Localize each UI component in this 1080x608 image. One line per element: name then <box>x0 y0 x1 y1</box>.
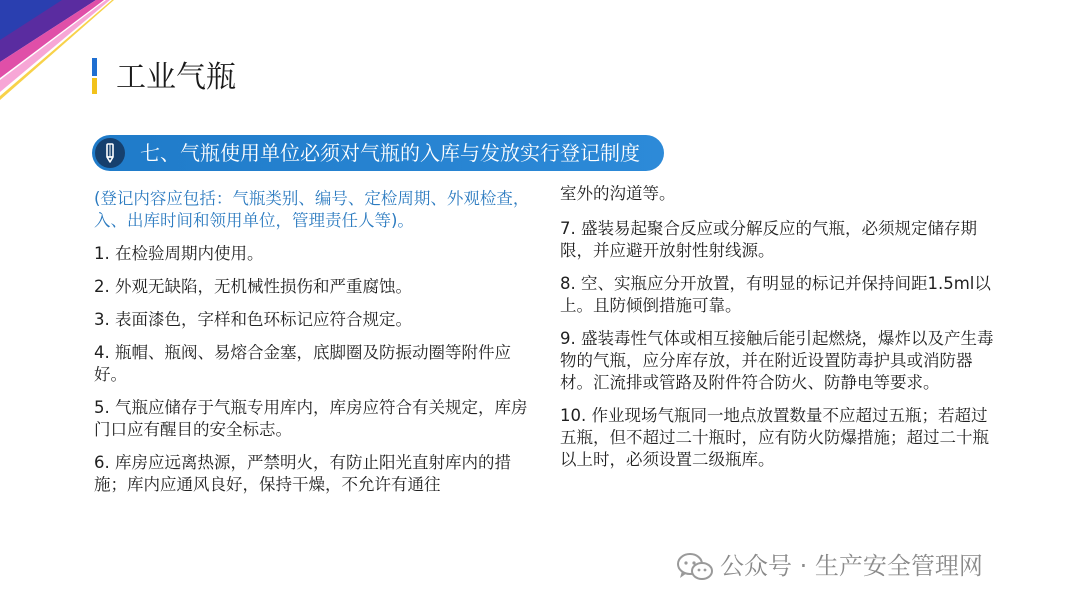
slide-title: 工业气瓶 <box>116 60 236 95</box>
list-item: 6. 库房应远离热源，严禁明火，有防止阳光直射库内的措施；库内应通风良好，保持干燥，不允许有通往 <box>94 453 511 494</box>
left-column <box>94 188 534 507</box>
section-heading: 七、气瓶使用单位必须对气瓶的入库与发放实行登记制度 <box>140 141 640 165</box>
list-item: 4. 瓶帽、瓶阀、易熔合金塞，底脚圈及防振动圈等附件应好。 <box>94 343 511 384</box>
pencil-icon <box>95 138 125 168</box>
list-item: 8. 空、实瓶应分开放置，有明显的标记并保持间距1.5ml以上。且防倾倒措施可靠。 <box>560 274 991 315</box>
right-column <box>560 183 1000 482</box>
wechat-icon <box>676 552 714 582</box>
watermark-text: 公众号 · 生产安全管理网 <box>720 552 983 580</box>
list-item: 7. 盛装易起聚合反应或分解反应的气瓶，必须规定储存期限，并应避开放射性射线源。 <box>560 219 977 260</box>
list-item: 10. 作业现场气瓶同一地点放置数量不应超过五瓶；若超过五瓶，但不超过二十瓶时，应有防火防爆措施；超过二十瓶以上时，必须设置二级瓶库。 <box>560 406 989 469</box>
list-item: 1. 在检验周期内使用。 <box>94 244 264 263</box>
corner-decoration <box>0 0 120 120</box>
list-item: 9. 盛装毒性气体或相互接触后能引起燃烧，爆炸以及产生毒物的气瓶，应分库存放，并在附近设置防毒护具或消防器材。汇流排或管路及附件符合防火、防静电等要求。 <box>560 329 994 392</box>
list-item: 3. 表面漆色，字样和色环标记应符合规定。 <box>94 310 412 329</box>
list-item: 2. 外观无缺陷，无机械性损伤和严重腐蚀。 <box>94 277 412 296</box>
list-item: 5. 气瓶应储存于气瓶专用库内，库房应符合有关规定，库房门口应有醒目的安全标志。 <box>94 398 528 439</box>
registration-note: (登记内容应包括：气瓶类别、编号、定检周期、外观检查，入、出库时间和领用单位，管理责任人等)。 <box>94 189 530 230</box>
section-banner <box>92 135 664 171</box>
title-accent-bar <box>92 58 97 94</box>
list-item-continuation: 室外的沟道等。 <box>560 184 676 203</box>
